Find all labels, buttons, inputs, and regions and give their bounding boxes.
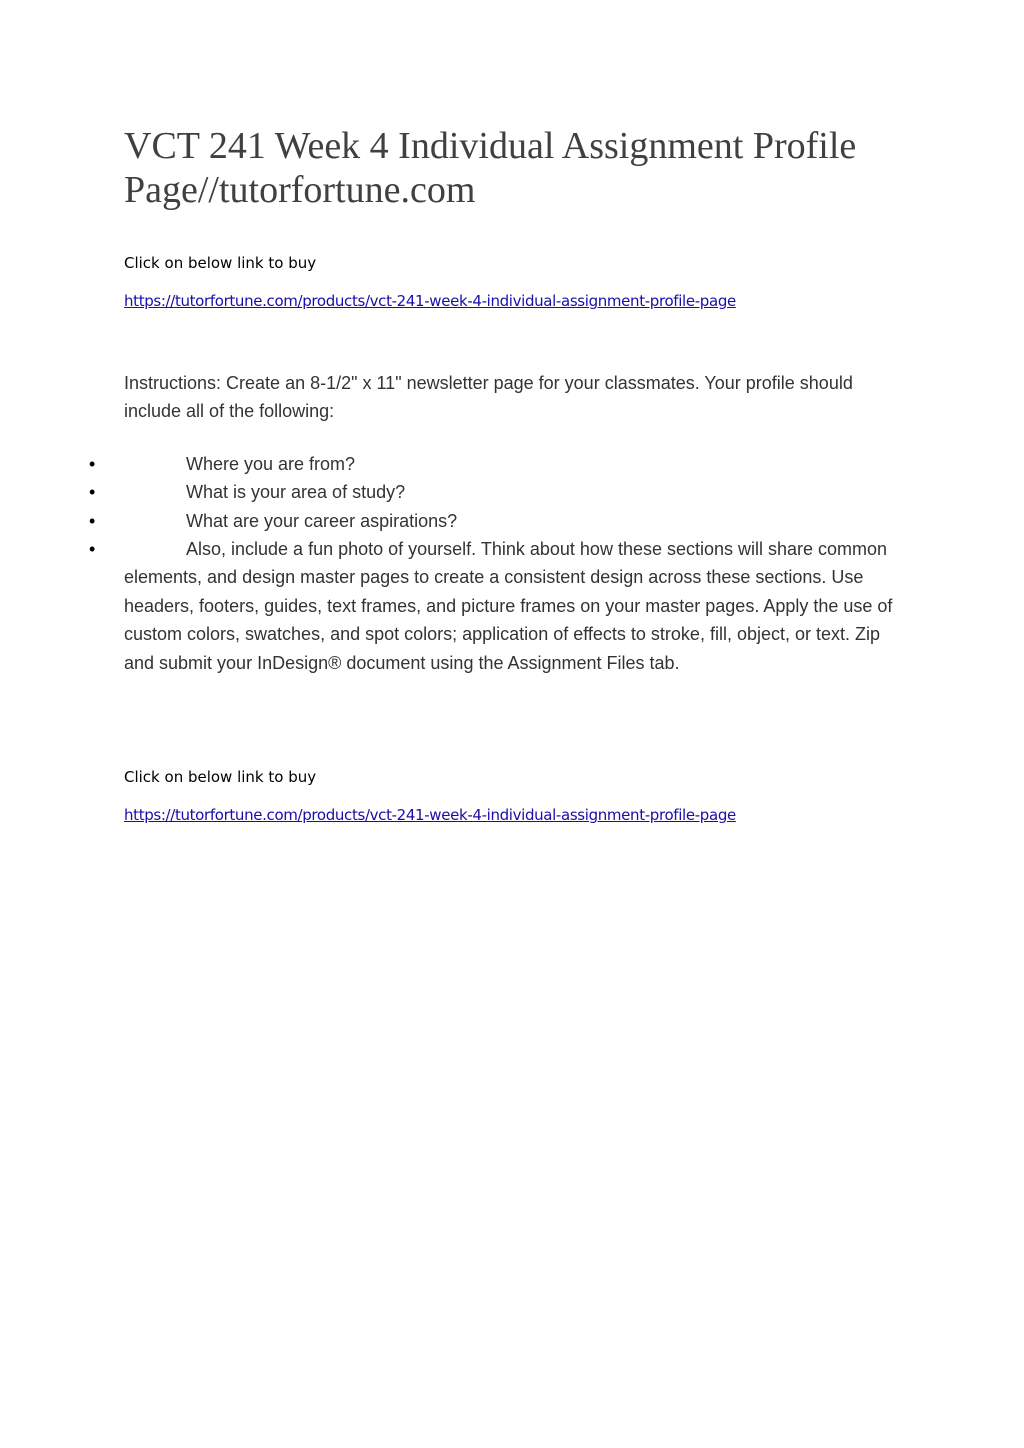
list-item-text-long: Also, include a fun photo of yourself. Think about how these sections will share common elements, and design master pages to create a consistent design across these sections. Use headers, footers, guides, text frames, and picture frames on your master pages. Apply the use of custom colors, swatches, and spot colors; application of effects to stroke, fill, object, or text. Zip and submit your InDesign® document using the Assignment Files tab. [124,539,893,673]
buy-instruction-text-bottom: Click on below link to buy [124,768,317,786]
bullet-icon: • [89,539,96,559]
list-item-text: What are your career aspirations? [186,510,458,531]
list-item [0,450,1024,478]
bullet-icon: • [89,510,96,531]
list-item [0,507,1024,535]
buy-instruction-text: Click on below link to buy [124,254,317,272]
title-line-2: Page//tutorfortune.com [124,169,476,211]
bullet-icon: • [89,482,96,503]
bullet-icon: • [89,454,96,474]
list-item-text: What is your area of study? [186,482,406,503]
list-item [0,478,1024,506]
instructions-paragraph: Instructions: Create an 8-1/2" x 11" newsletter page for your classmates. Your profile should include all of the following: [124,373,853,422]
list-item-text: Where you are from? [186,454,356,474]
title-line-1: VCT 241 Week 4 Individual Assignment Profile [124,125,857,167]
document-title [124,124,944,212]
product-link[interactable]: https://tutorfortune.com/products/vct-241-week-4-individual-assignment-profile-page [124,292,736,310]
requirements-list [0,450,1024,535]
product-link-bottom[interactable]: https://tutorfortune.com/products/vct-241-week-4-individual-assignment-profile-page [124,806,736,824]
